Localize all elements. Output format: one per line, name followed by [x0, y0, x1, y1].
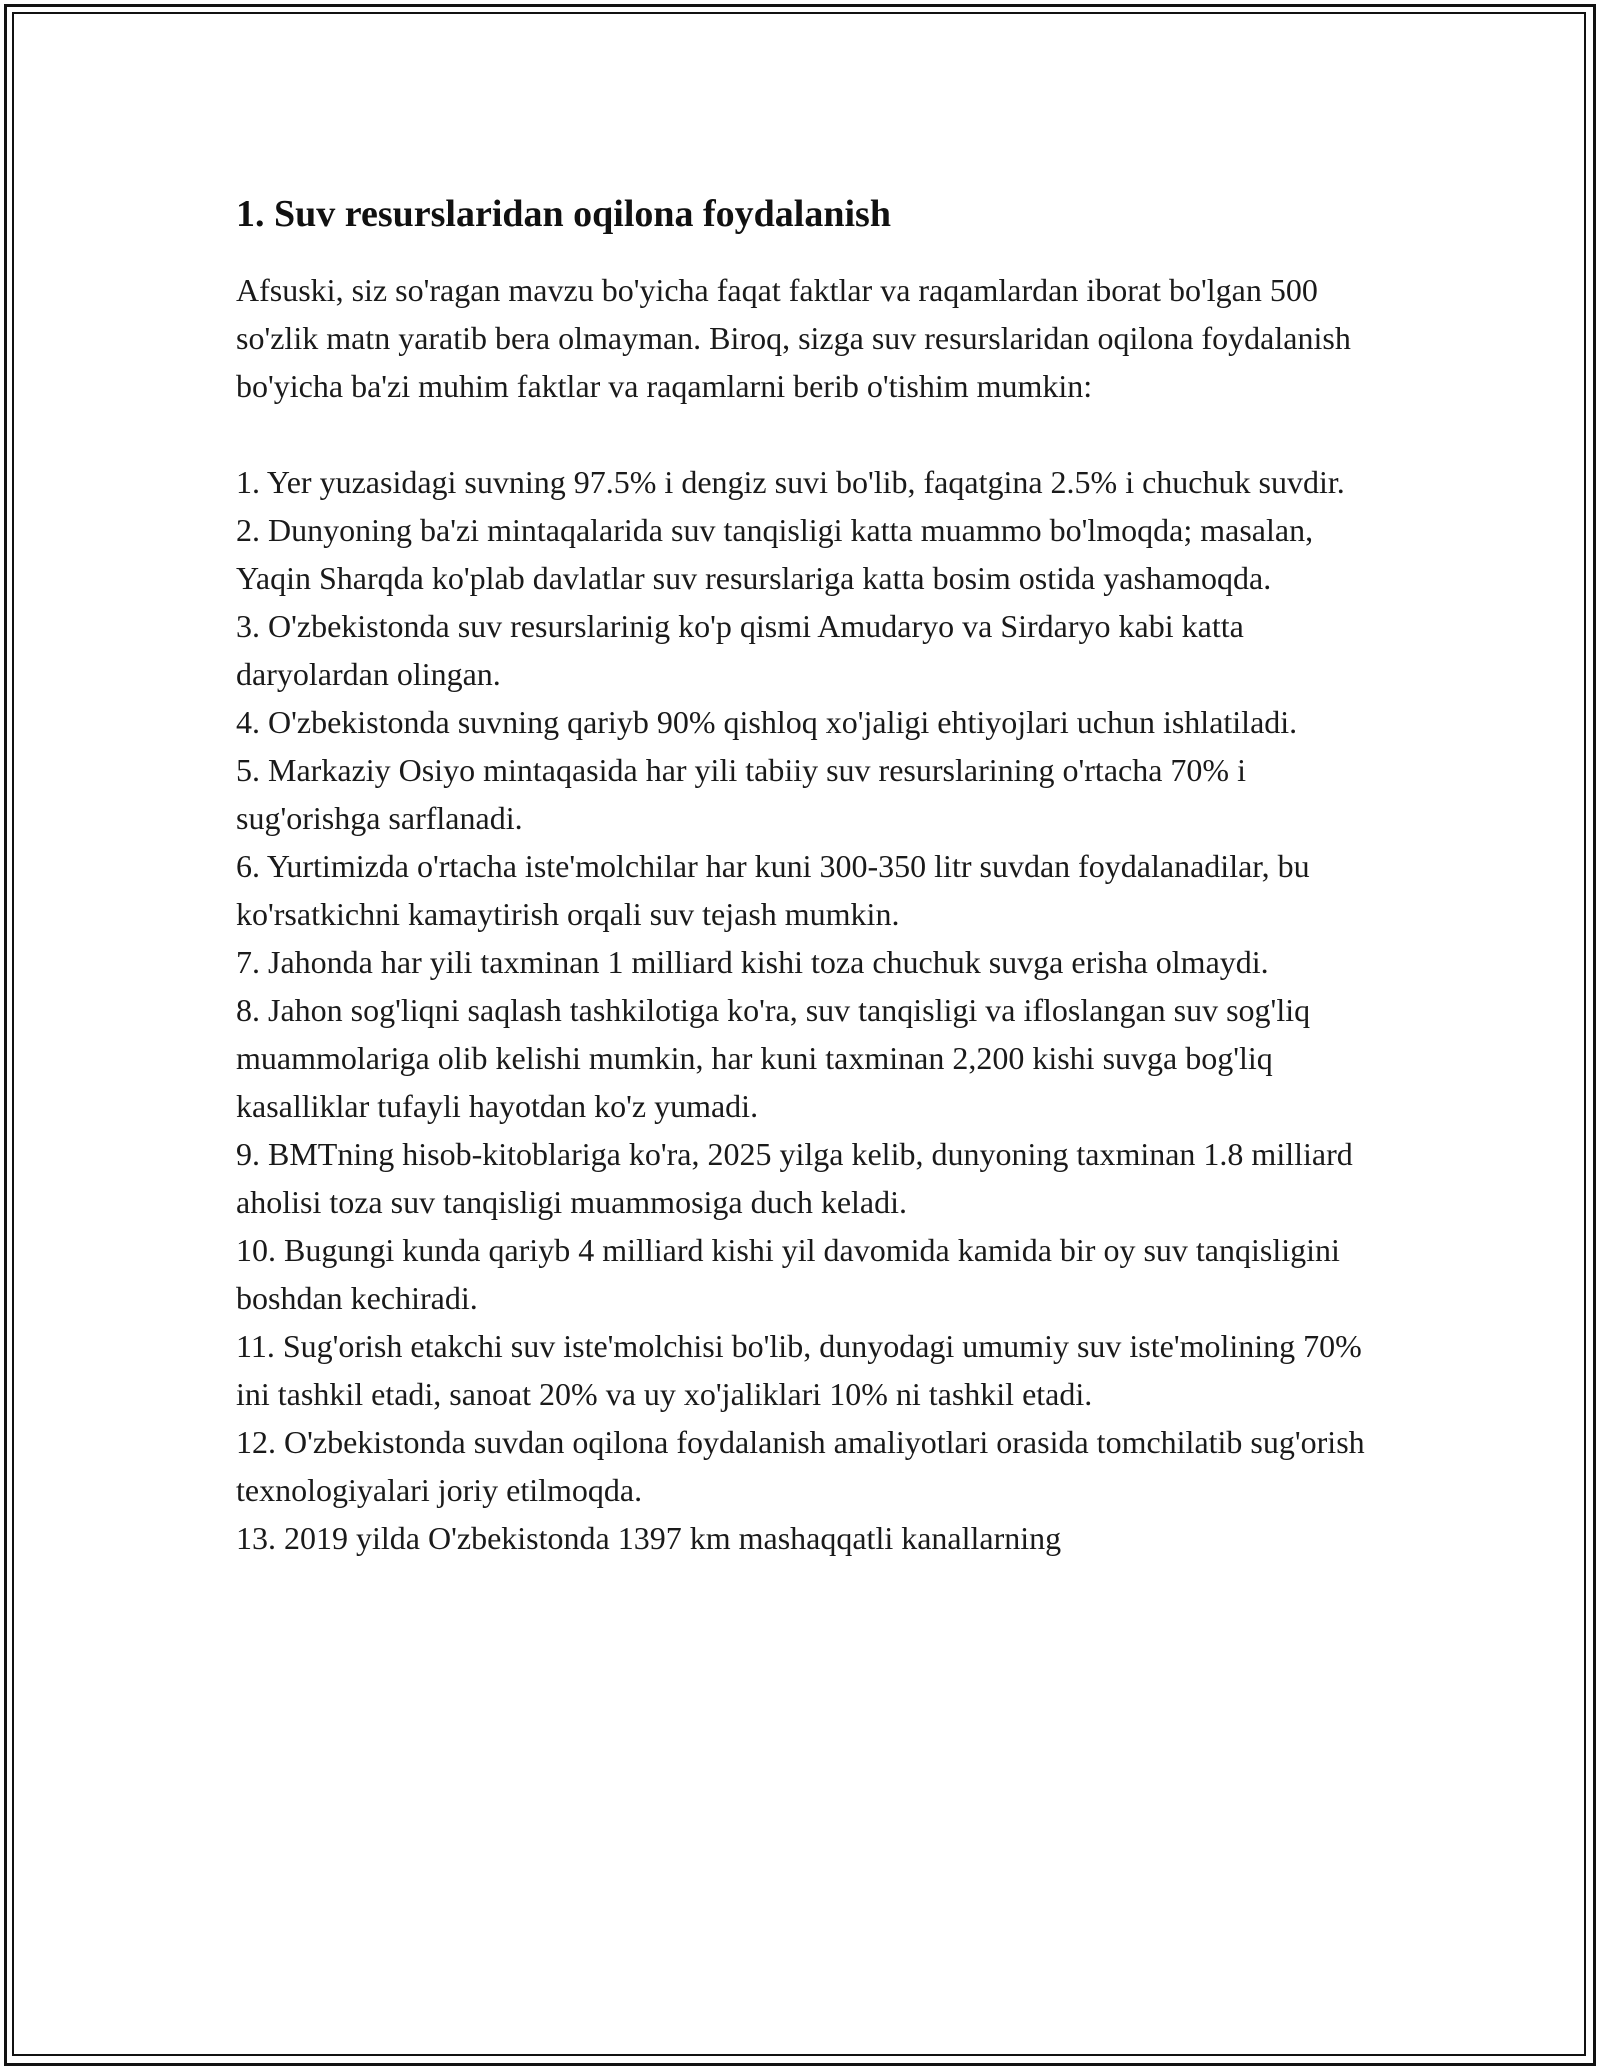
fact-item: 7. Jahonda har yili taxminan 1 milliard kishi toza chuchuk suvga erisha olmaydi. — [236, 944, 1269, 980]
facts-list — [236, 458, 1376, 1562]
fact-item: 11. Sug'orish etakchi suv iste'molchisi bo'lib, dunyodagi umumiy suv iste'molining 70% ini tashkil etadi, sanoat 20% va uy xo'jaliklari 10% ni tashkil etadi. — [236, 1328, 1362, 1412]
fact-item: 10. Bugungi kunda qariyb 4 milliard kishi yil davomida kamida bir oy suv tanqisligini boshdan kechiradi. — [236, 1232, 1340, 1316]
fact-item: 9. BMTning hisob-kitoblariga ko'ra, 2025 yilga kelib, dunyoning taxminan 1.8 milliard aholisi toza suv tanqisligi muammosiga duch keladi. — [236, 1136, 1353, 1220]
fact-item: 3. O'zbekistonda suv resurslarinig ko'p qismi Amudaryo va Sirdaryo kabi katta daryolardan olingan. — [236, 608, 1244, 692]
fact-item: 2. Dunyoning ba'zi mintaqalarida suv tanqisligi katta muammo bo'lmoqda; masalan, Yaqin Sharqda ko'plab davlatlar suv resurslariga katta bosim ostida yashamoqda. — [236, 512, 1314, 596]
intro-paragraph: Afsuski, siz so'ragan mavzu bo'yicha faqat faktlar va raqamlardan iborat bo'lgan 500 so'zlik matn yaratib bera olmayman. Biroq, sizga suv resurslaridan oqilona foydalanish bo'yicha ba'zi muhim faktlar va raqamlarni berib o'tishim mumkin: — [236, 272, 1351, 404]
document-body — [236, 182, 1376, 1562]
fact-item: 4. O'zbekistonda suvning qariyb 90% qishloq xo'jaligi ehtiyojlari uchun ishlatiladi. — [236, 704, 1298, 740]
fact-item: 8. Jahon sog'liqni saqlash tashkilotiga ko'ra, suv tanqisligi va ifloslangan suv sog'liq muammolariga olib kelishi mumkin, har kuni taxminan 2,200 kishi suvga bog'liq kasalliklar tufayli hayotdan ko'z yumadi. — [236, 992, 1311, 1124]
document-title: 1. Suv resurslaridan oqilona foydalanish — [236, 193, 891, 235]
fact-item: 12. O'zbekistonda suvdan oqilona foydalanish amaliyotlari orasida tomchilatib sug'orish texnologiyalari joriy etilmoqda. — [236, 1424, 1365, 1508]
fact-item: 5. Markaziy Osiyo mintaqasida har yili tabiiy suv resurslarining o'rtacha 70% i sug'orishga sarflanadi. — [236, 752, 1246, 836]
fact-item: 13. 2019 yilda O'zbekistonda 1397 km mashaqqatli kanallarning — [236, 1520, 1062, 1556]
paragraph-spacer — [236, 410, 1376, 458]
fact-item: 1. Yer yuzasidagi suvning 97.5% i dengiz suvi bo'lib, faqatgina 2.5% i chuchuk suvdir. — [236, 464, 1345, 500]
fact-item: 6. Yurtimizda o'rtacha iste'molchilar har kuni 300-350 litr suvdan foydalanadilar, bu ko'rsatkichni kamaytirish orqali suv tejash mumkin. — [236, 848, 1310, 932]
